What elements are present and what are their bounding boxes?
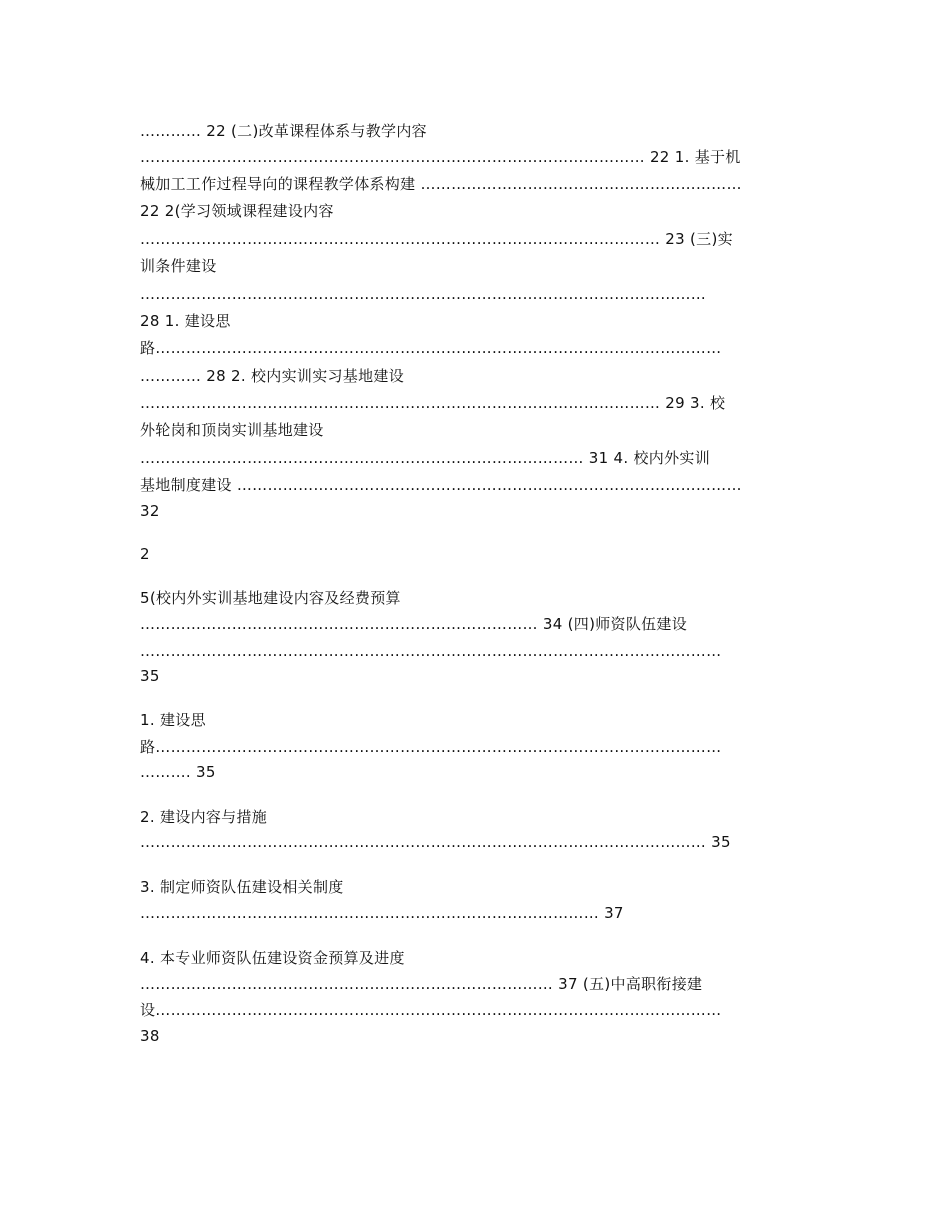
toc-line: …………………………………………………………………………… 31 4. 校内外实训 — [140, 449, 711, 467]
toc-line: ………………………………………………………………………………………… 23 (三)实 — [140, 230, 733, 248]
toc-line: ………………………………………………………………………………………………… — [140, 285, 707, 303]
toc-line: 1. 建设思 — [140, 711, 206, 729]
toc-line: 5(校内外实训基地建设内容及经费预算 — [140, 589, 401, 607]
toc-line: 外轮岗和顶岗实训基地建设 — [140, 421, 324, 439]
toc-line: ………………………………………………………………………………………………… 35 — [140, 833, 731, 851]
toc-line: ………………………………………………………………………………………… 29 3. 校 — [140, 394, 726, 412]
toc-line: 4. 本专业师资队伍建设资金预算及进度 — [140, 949, 405, 967]
toc-line: 训条件建设 — [140, 257, 217, 275]
toc-line: 38 — [140, 1027, 160, 1045]
toc-line: ……………………………………………………………………… 37 (五)中高职衔接建 — [140, 975, 703, 993]
toc-line: 3. 制定师资队伍建设相关制度 — [140, 878, 344, 896]
toc-line: 35 — [140, 667, 160, 685]
toc-line: 2. 建设内容与措施 — [140, 808, 268, 826]
toc-line: 基地制度建设 ……………………………………………………………………………………… — [140, 476, 742, 494]
toc-line: 设………………………………………………………………………………………………… — [140, 1001, 722, 1019]
toc-line: ……………………………………………………………………………… 37 — [140, 904, 624, 922]
toc-line: 路………………………………………………………………………………………………… — [140, 339, 722, 357]
toc-line: ………… 28 2. 校内实训实习基地建设 — [140, 367, 405, 385]
toc-line: …………………………………………………………………… 34 (四)师资队伍建设 — [140, 615, 688, 633]
toc-line: ……………………………………………………………………………………… 22 1. 基于机 — [140, 148, 741, 166]
toc-line: ………… 22 (二)改革课程体系与教学内容 — [140, 122, 427, 140]
toc-line: ………. 35 — [140, 763, 216, 781]
toc-line: 28 1. 建设思 — [140, 312, 231, 330]
page-number: 2 — [140, 545, 150, 563]
toc-line: 路………………………………………………………………………………………………… — [140, 738, 722, 756]
toc-line: 32 — [140, 502, 160, 520]
toc-line: …………………………………………………………………………………………………… — [140, 642, 722, 660]
toc-line: 22 2(学习领域课程建设内容 — [140, 202, 334, 220]
toc-line: 械加工工作过程导向的课程教学体系构建 ……………………………………………………… — [140, 175, 742, 193]
